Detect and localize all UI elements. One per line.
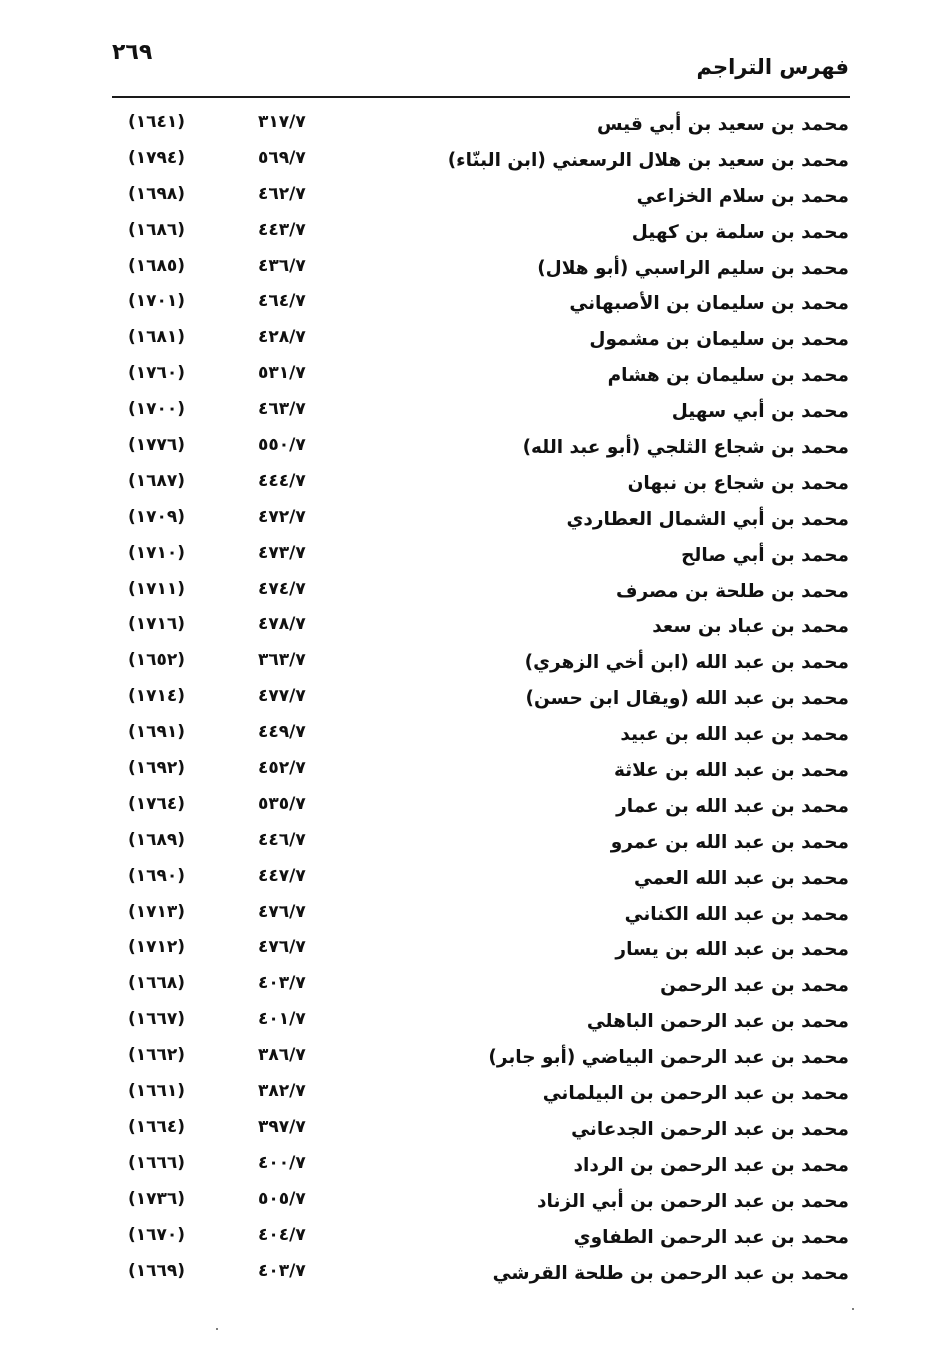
entry-name: محمد بن عبد الرحمن بن البيلماني bbox=[542, 1083, 849, 1105]
entry-volume-page: ٤٤٣/٧ bbox=[258, 219, 306, 240]
entry-name: محمد بن سليمان بن الأصبهاني bbox=[569, 293, 849, 315]
entry-name: محمد بن عبد الرحمن الباهلي bbox=[586, 1011, 849, 1033]
index-entry-row bbox=[0, 359, 935, 395]
entry-volume-page: ٣٨٢/٧ bbox=[258, 1081, 306, 1102]
index-entry-row bbox=[0, 252, 935, 288]
index-entry-row bbox=[0, 323, 935, 359]
entry-number: (١٧١١) bbox=[128, 578, 186, 599]
entry-number: (١٧٧٦) bbox=[128, 435, 186, 456]
index-entry-row bbox=[0, 395, 935, 431]
index-entry-row bbox=[0, 826, 935, 862]
entry-volume-page: ٤٧٧/٧ bbox=[258, 686, 306, 707]
entry-number: (١٦٦٤) bbox=[128, 1116, 186, 1137]
index-entry-row bbox=[0, 575, 935, 611]
index-entry-row bbox=[0, 144, 935, 180]
entry-number: (١٧١٠) bbox=[128, 542, 186, 563]
entry-number: (١٦٩٠) bbox=[128, 865, 186, 886]
entry-name: محمد بن سليمان بن هشام bbox=[607, 365, 849, 387]
entry-name: محمد بن عبد الرحمن بن أبي الزناد bbox=[537, 1190, 849, 1212]
entry-name: محمد بن عبد الله بن يسار bbox=[615, 939, 849, 961]
index-entry-row bbox=[0, 108, 935, 144]
entry-name: محمد بن سعيد بن أبي قيس bbox=[597, 114, 849, 135]
entry-number: (١٧١٣) bbox=[128, 901, 186, 922]
index-entry-row bbox=[0, 539, 935, 575]
entry-number: (١٦٨٦) bbox=[128, 219, 186, 240]
entry-number: (١٦٦٨) bbox=[128, 973, 186, 994]
entry-volume-page: ٤٥٢/٧ bbox=[258, 758, 306, 779]
index-entry-row bbox=[0, 682, 935, 718]
index-entry-row bbox=[0, 1005, 935, 1041]
entry-name: محمد بن سليم الراسبي (أبو هلال) bbox=[537, 257, 849, 279]
entry-name: محمد بن عبد الله بن عمرو bbox=[610, 831, 849, 853]
index-entry-row bbox=[0, 754, 935, 790]
index-entry-row bbox=[0, 898, 935, 934]
entry-number: (١٧٠١) bbox=[128, 291, 186, 312]
entry-volume-page: ٥٠٥/٧ bbox=[258, 1188, 306, 1209]
index-entry-row bbox=[0, 969, 935, 1005]
index-entry-row bbox=[0, 718, 935, 754]
entry-volume-page: ٣٨٦/٧ bbox=[258, 1045, 306, 1066]
page-number: ٢٦٩ bbox=[112, 40, 153, 65]
entry-volume-page: ٤٤٧/٧ bbox=[258, 865, 306, 886]
index-entry-row bbox=[0, 1185, 935, 1221]
entry-name: محمد بن أبي سهيل bbox=[671, 401, 849, 423]
entry-volume-page: ٤٣٦/٧ bbox=[258, 255, 306, 276]
entry-volume-page: ٤٠١/٧ bbox=[258, 1009, 306, 1030]
entry-volume-page: ٤٢٨/٧ bbox=[258, 327, 306, 348]
entry-volume-page: ٤٧٨/٧ bbox=[258, 614, 306, 635]
entry-number: (١٦٦٧) bbox=[128, 1009, 186, 1030]
index-entry-row bbox=[0, 790, 935, 826]
entry-volume-page: ٣٦٣/٧ bbox=[258, 650, 306, 671]
entry-name: محمد بن عبد الرحمن bbox=[660, 975, 849, 997]
entry-number: (١٦٦٩) bbox=[128, 1260, 186, 1281]
entry-volume-page: ٤٤٦/٧ bbox=[258, 829, 306, 850]
entry-number: (١٧١٤) bbox=[128, 686, 186, 707]
entry-name: محمد بن عبد الرحمن البياضي (أبو جابر) bbox=[488, 1047, 849, 1069]
entry-name: محمد بن طلحة بن مصرف bbox=[615, 580, 849, 602]
entry-volume-page: ٥٣١/٧ bbox=[258, 363, 306, 384]
entry-name: محمد بن شجاع بن نبهان bbox=[627, 472, 849, 494]
index-entry-row bbox=[0, 180, 935, 216]
index-entry-row bbox=[0, 933, 935, 969]
index-entry-row bbox=[0, 467, 935, 503]
entry-volume-page: ٤٧٢/٧ bbox=[258, 506, 306, 527]
index-entry-row bbox=[0, 1149, 935, 1185]
entry-volume-page: ٤٤٤/٧ bbox=[258, 470, 306, 491]
entry-name: محمد بن سعيد بن هلال الرسعني (ابن البنّاء) bbox=[447, 149, 849, 171]
entry-name: محمد بن عبد الله بن علاثة bbox=[613, 760, 849, 782]
index-entry-row bbox=[0, 1077, 935, 1113]
index-entry-row bbox=[0, 216, 935, 252]
entry-name: محمد بن عبد الرحمن الجدعاني bbox=[571, 1118, 849, 1140]
scan-speck bbox=[216, 1328, 218, 1330]
entry-number: (١٦٩١) bbox=[128, 722, 186, 743]
entry-number: (١٧١٦) bbox=[128, 614, 186, 635]
entry-name: محمد بن سلام الخزاعي bbox=[636, 185, 849, 207]
entry-number: (١٦٨٩) bbox=[128, 829, 186, 850]
entry-number: (١٦٦١) bbox=[128, 1081, 186, 1102]
entry-number: (١٦٥٢) bbox=[128, 650, 186, 671]
entry-volume-page: ٣٩٧/٧ bbox=[258, 1116, 306, 1137]
header-rule bbox=[112, 96, 850, 98]
entry-name: محمد بن أبي صالح bbox=[681, 544, 849, 566]
entry-number: (١٦٦٢) bbox=[128, 1045, 186, 1066]
entry-name: محمد بن عبد الرحمن الطفاوي bbox=[573, 1226, 849, 1248]
entry-name: محمد بن عبد الله العمي bbox=[633, 867, 849, 889]
entry-number: (١٧٠٩) bbox=[128, 506, 186, 527]
entry-name: محمد بن شجاع الثلجي (أبو عبد الله) bbox=[522, 437, 849, 459]
entry-name: محمد بن عباد بن سعد bbox=[652, 616, 849, 638]
entry-volume-page: ٤٠٣/٧ bbox=[258, 1260, 306, 1281]
index-entry-row bbox=[0, 431, 935, 467]
entry-number: (١٦٨٧) bbox=[128, 470, 186, 491]
entry-name: محمد بن عبد الرحمن بن طلحة القرشي bbox=[492, 1262, 849, 1284]
entry-volume-page: ٤٦٣/٧ bbox=[258, 399, 306, 420]
entry-name: محمد بن عبد الرحمن بن الرداد bbox=[573, 1154, 849, 1176]
entry-number: (١٦٤١) bbox=[128, 112, 186, 132]
entry-number: (١٧١٢) bbox=[128, 937, 186, 958]
entry-name: محمد بن عبد الله (ويقال ابن حسن) bbox=[525, 688, 849, 710]
entry-number: (١٦٧٠) bbox=[128, 1224, 186, 1245]
entry-volume-page: ٤٠٤/٧ bbox=[258, 1224, 306, 1245]
index-entry-row bbox=[0, 1113, 935, 1149]
index-entry-row bbox=[0, 287, 935, 323]
entry-name: محمد بن سلمة بن كهيل bbox=[631, 221, 849, 243]
scan-speck bbox=[852, 1308, 854, 1310]
entry-name: محمد بن أبي الشمال العطاردي bbox=[566, 508, 849, 530]
entry-volume-page: ٤٧٦/٧ bbox=[258, 901, 306, 922]
entry-name: محمد بن عبد الله (ابن أخي الزهري) bbox=[524, 652, 849, 674]
entry-number: (١٦٨١) bbox=[128, 327, 186, 348]
entry-volume-page: ٤٠٣/٧ bbox=[258, 973, 306, 994]
index-entry-row bbox=[0, 610, 935, 646]
entry-volume-page: ٤٦٤/٧ bbox=[258, 291, 306, 312]
entry-number: (١٦٩٨) bbox=[128, 183, 186, 204]
entry-number: (١٦٨٥) bbox=[128, 255, 186, 276]
entry-name: محمد بن سليمان بن مشمول bbox=[589, 329, 849, 351]
entry-name: محمد بن عبد الله الكناني bbox=[624, 903, 849, 925]
index-entry-row bbox=[0, 1041, 935, 1077]
entry-volume-page: ٥٥٠/٧ bbox=[258, 435, 306, 456]
entry-number: (١٧٩٤) bbox=[128, 147, 186, 168]
entry-name: محمد بن عبد الله بن عبيد bbox=[620, 724, 849, 746]
index-entry-row bbox=[0, 862, 935, 898]
entry-volume-page: ٤٧٦/٧ bbox=[258, 937, 306, 958]
entry-volume-page: ٥٣٥/٧ bbox=[258, 793, 306, 814]
entry-number: (١٧٠٠) bbox=[128, 399, 186, 420]
entry-volume-page: ٥٦٩/٧ bbox=[258, 147, 306, 168]
entry-volume-page: ٤٧٤/٧ bbox=[258, 578, 306, 599]
index-entries bbox=[0, 108, 935, 1292]
entry-volume-page: ٤٠٠/٧ bbox=[258, 1152, 306, 1173]
entry-volume-page: ٤٧٣/٧ bbox=[258, 542, 306, 563]
index-entry-row bbox=[0, 1221, 935, 1257]
entry-number: (١٦٩٢) bbox=[128, 758, 186, 779]
index-entry-row bbox=[0, 503, 935, 539]
entry-volume-page: ٤٦٢/٧ bbox=[258, 183, 306, 204]
entry-number: (١٦٦٦) bbox=[128, 1152, 186, 1173]
entry-volume-page: ٣١٧/٧ bbox=[258, 112, 306, 132]
entry-number: (١٧٣٦) bbox=[128, 1188, 186, 1209]
index-entry-row bbox=[0, 646, 935, 682]
entry-number: (١٧٦٤) bbox=[128, 793, 186, 814]
entry-number: (١٧٦٠) bbox=[128, 363, 186, 384]
index-entry-row bbox=[0, 1257, 935, 1293]
running-title: فهرس التراجم bbox=[696, 55, 849, 79]
entry-name: محمد بن عبد الله بن عمار bbox=[616, 795, 849, 817]
entry-volume-page: ٤٤٩/٧ bbox=[258, 722, 306, 743]
